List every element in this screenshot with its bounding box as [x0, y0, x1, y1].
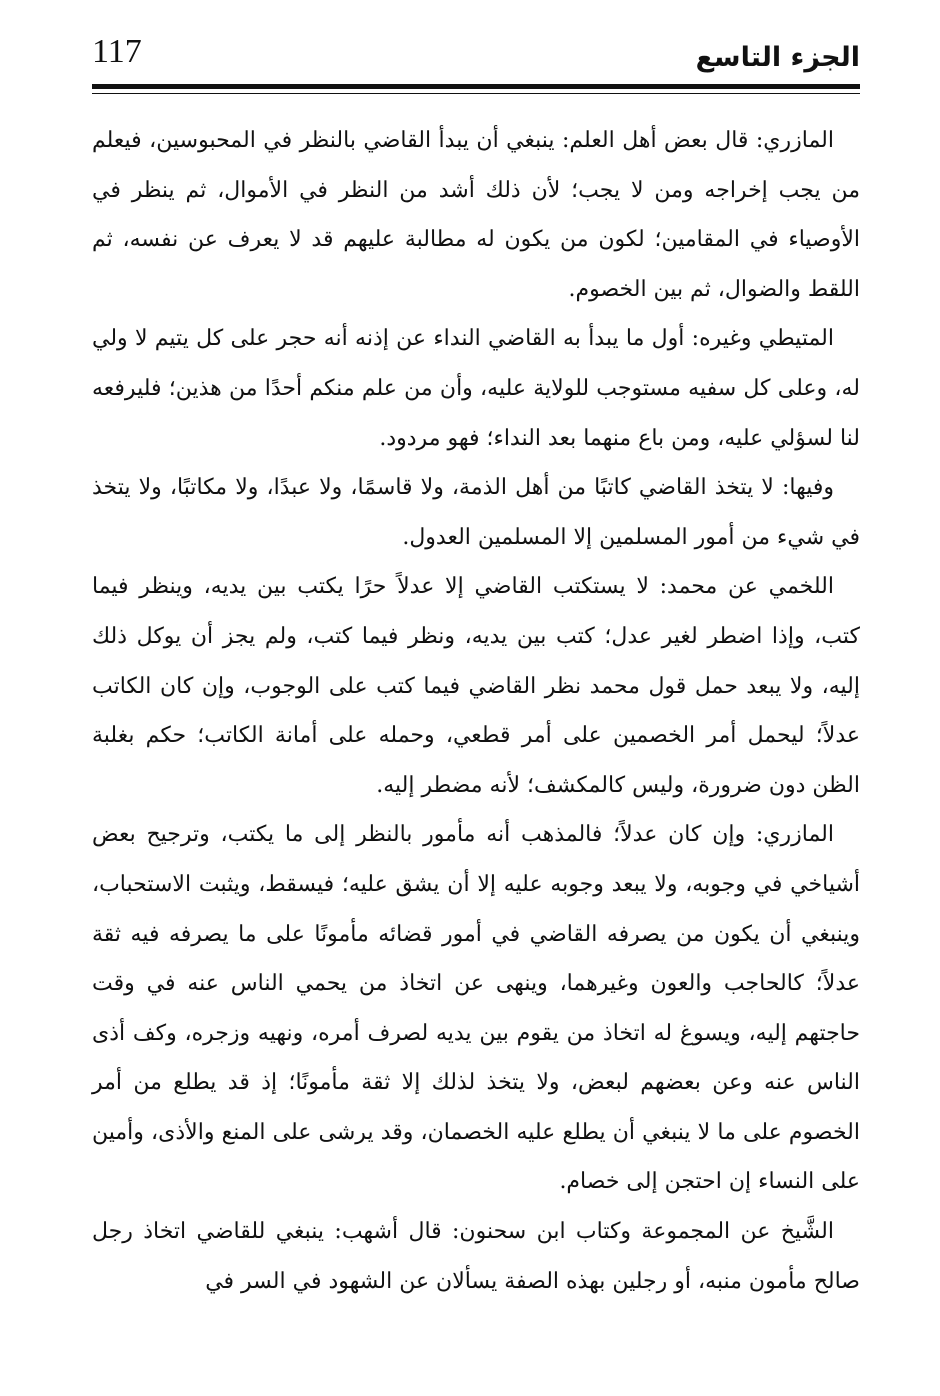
- paragraph-lead: المازري:: [755, 822, 834, 848]
- paragraph: [92, 314, 860, 463]
- paragraph: [92, 463, 860, 562]
- paragraph: [92, 116, 860, 314]
- paragraph-text: أول ما يبدأ به القاضي النداء عن إذنه أنه حجر على كل يتيم لا ولي له، وعلى كل سفيه مستوجب للولاية عليه، وأن من علم منكم أحدًا من هذين؛ فليرفعه لنا لسؤلي عليه، ومن باع منهما بعد النداء؛ فهو مردود.: [92, 326, 860, 451]
- paragraph-lead: المتيطي وغيره:: [691, 326, 834, 352]
- page-number: 117: [92, 33, 142, 70]
- paragraph: [92, 1207, 860, 1306]
- paragraph-text: قال بعض أهل العلم: ينبغي أن يبدأ القاضي بالنظر في المحبوسين، فيعلم من يجب إخراجه ومن لا يجب؛ لأن ذلك أشد من النظر في الأموال، ثم ينظر في الأوصياء في المقامين؛ لكون من يكون له مطالبة عليهم قد لا يعرف عن نفسه، ثم اللقط والضوال، ثم بين الخصوم.: [92, 128, 860, 302]
- page-header: [92, 28, 860, 84]
- paragraph-text: وإن كان عدلاً؛ فالمذهب أنه مأمور بالنظر إلى ما يكتب، وترجيح بعض أشياخي في وجوبه، ولا يبعد وجوبه عليه إلا أن يشق عليه؛ فيسقط، ويثبت الاستحباب، وينبغي أن يكون من يصرفه القاضي في أمور قضائه مأمونًا على ما يصرفه فيه ثقة عدلاً؛ كالحاجب والعون وغيرهما، وينهى عن اتخاذ من يحمي الناس عنه في وقت حاجتهم إليه، ويسوغ له اتخاذ من يقوم بين يديه لصرف أمره، ونهيه وزجره، وكف أذى الناس عنه وعن بعضهم لبعض، ولا يتخذ لذلك إلا ثقة مأمونًا؛ إذ قد يطلع من أمر الخصوم على ما لا ينبغي أن يطلع عليه الخصمان، وقد يرشى على المنع والأذى، وأمين على النساء إن احتجن إلى خصام.: [92, 822, 860, 1195]
- body-text: [92, 116, 860, 1306]
- paragraph-lead: الشَّيخ عن المجموعة وكتاب ابن سحنون:: [452, 1219, 835, 1245]
- running-title: الجزء التاسع: [695, 42, 860, 73]
- paragraph-text: لا يستكتب القاضي إلا عدلاً حرًا يكتب بين يديه، وينظر فيما كتب، وإذا اضطر لغير عدل؛ كتب بين يديه، ونظر فيما كتب، ولم يجز أن يوكل ذلك إليه، ولا يبعد حمل قول محمد نظر القاضي فيما كتب على الوجوب، وإن كان الكاتب عدلاً؛ ليحمل أمر الخصمين على أمر قطعي، وحمله على أمانة الكاتب؛ حكم بغلبة الظن دون ضرورة، وليس كالمكشف؛ لأنه مضطر إليه.: [92, 574, 860, 798]
- paragraph: [92, 562, 860, 810]
- paragraph-text: لا يتخذ القاضي كاتبًا من أهل الذمة، ولا قاسمًا، ولا عبدًا، ولا مكاتبًا، ولا يتخذ في شيء من أمور المسلمين إلا المسلمين العدول.: [92, 475, 860, 550]
- paragraph-lead: اللخمي عن محمد:: [659, 574, 834, 600]
- paragraph-lead: وفيها:: [781, 475, 834, 501]
- paragraph-lead: المازري:: [755, 128, 834, 153]
- paragraph: [92, 810, 860, 1207]
- header-rule-thick: [92, 84, 860, 89]
- header-rule-thin: [92, 93, 860, 94]
- paragraph-text: قال أشهب: ينبغي للقاضي اتخاذ رجل صالح مأمون منبه، أو رجلين بهذه الصفة يسألان عن الشهود في السر في: [92, 1219, 860, 1294]
